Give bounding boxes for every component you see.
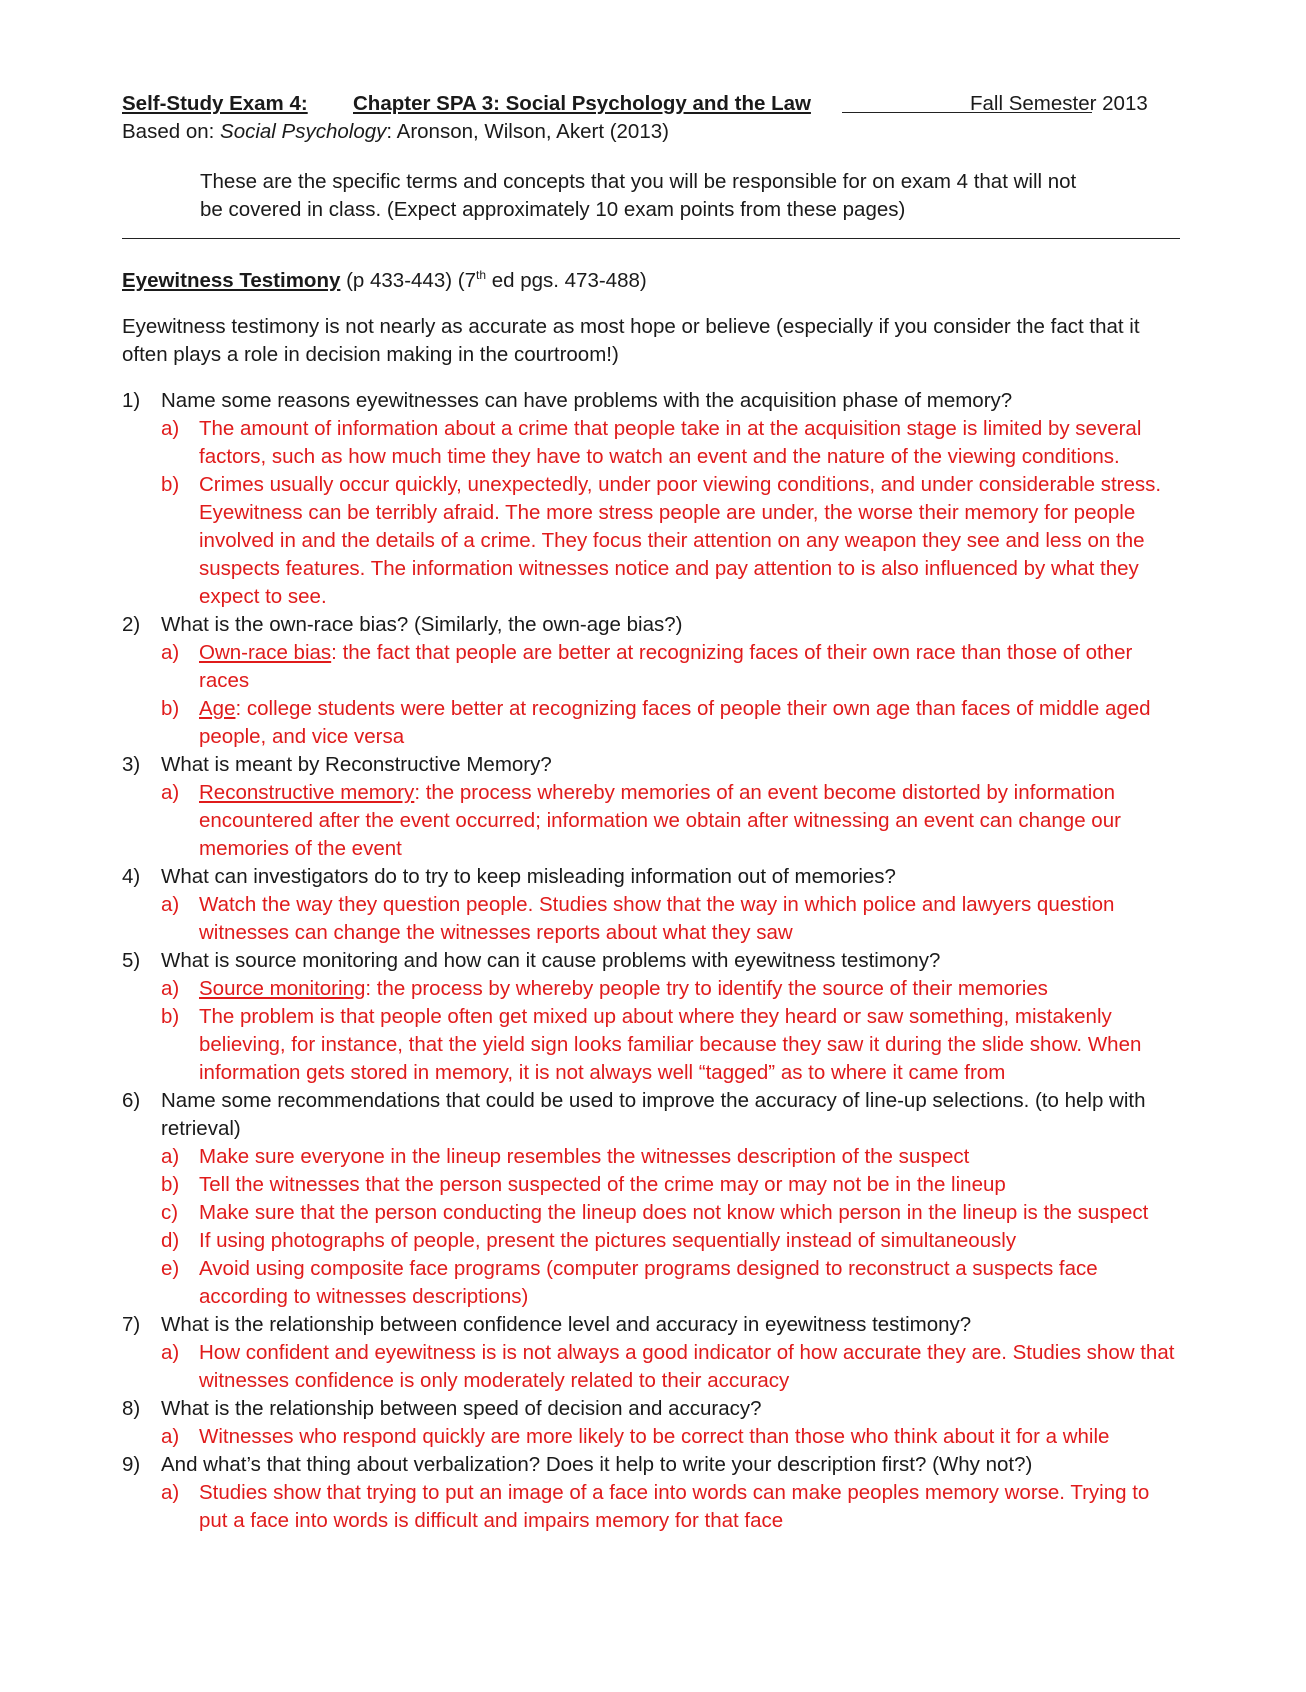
question-text: What is meant by Reconstructive Memory? — [161, 753, 552, 776]
answer-text: Make sure everyone in the lineup resembles the witnesses description of the suspect — [199, 1145, 970, 1168]
lead-paragraph: Eyewitness testimony is not nearly as accurate as most hope or believe (especially if you consider the fact that it often plays a role in decision making in the courtroom!) — [122, 315, 1140, 366]
textbook-reference — [122, 118, 1180, 146]
question-text: Name some reasons eyewitnesses can have problems with the acquisition phase of memory? — [161, 389, 1013, 412]
textbook-title: Social Psychology — [220, 120, 387, 143]
question-number: 2) — [122, 613, 141, 636]
answer-body — [199, 471, 1180, 611]
answer-body — [199, 1339, 1180, 1395]
chapter-title: Chapter SPA 3: Social Psychology and the Law — [353, 92, 811, 115]
answer-term: Reconstructive memory — [199, 781, 415, 804]
answer-item — [161, 779, 1180, 863]
question-text: What is the relationship between confidence level and accuracy in eyewitness testimony? — [161, 1313, 972, 1336]
answer-body — [199, 779, 1180, 863]
answer-body — [199, 1143, 1180, 1171]
answer-list — [161, 779, 1180, 863]
answer-body — [199, 415, 1180, 471]
answer-letter: d) — [161, 1229, 180, 1252]
answer-item — [161, 1423, 1180, 1451]
answer-body — [199, 891, 1180, 947]
answer-item — [161, 1479, 1180, 1535]
section-heading — [122, 267, 1180, 295]
answer-letter: b) — [161, 473, 180, 496]
answer-item — [161, 471, 1180, 611]
answer-letter: a) — [161, 893, 180, 916]
question-item — [122, 387, 1180, 611]
question-item — [122, 863, 1180, 947]
answer-item — [161, 1171, 1180, 1199]
section-pages-sup: th — [475, 268, 486, 283]
question-text: What is the own-race bias? (Similarly, the own-age bias?) — [161, 613, 683, 636]
answer-item — [161, 1143, 1180, 1171]
exam-label: Self-Study Exam 4: — [122, 92, 308, 115]
answer-letter: b) — [161, 697, 180, 720]
answer-letter: a) — [161, 1425, 180, 1448]
answer-item — [161, 639, 1180, 695]
answer-text: : the process whereby memories of an event become distorted by information encountered after the event occurred; information we obtain after witnessing an event can change our memories of the event — [199, 781, 1121, 860]
section-pages-edition: ed pgs. 473-488) — [486, 269, 647, 292]
answer-text: : college students were better at recognizing faces of people their own age than faces of middle aged people, and vice versa — [199, 697, 1151, 748]
question-number: 8) — [122, 1397, 141, 1420]
answer-text: The amount of information about a crime that people take in at the acquisition stage is limited by several factors, such as how much time they have to watch an event and the nature of the viewing conditions. — [199, 417, 1142, 468]
intro-paragraph: These are the specific terms and concepts that you will be responsible for on exam 4 that will not be covered in class. (Expect approximately 10 exam points from these pages) — [200, 170, 1077, 221]
answer-item — [161, 1227, 1180, 1255]
answer-body — [199, 1003, 1180, 1087]
answer-letter: a) — [161, 1481, 180, 1504]
answer-letter: e) — [161, 1257, 180, 1280]
answer-list — [161, 891, 1180, 947]
answer-term: Source monitoring — [199, 977, 366, 1000]
answer-item — [161, 695, 1180, 751]
answer-item — [161, 415, 1180, 471]
question-item — [122, 1311, 1180, 1395]
semester-label: Fall Semester 2013 — [970, 92, 1148, 115]
document-page — [122, 90, 1180, 1535]
question-text: What is the relationship between speed of decision and accuracy? — [161, 1397, 762, 1420]
answer-text: Crimes usually occur quickly, unexpectedly, under poor viewing conditions, and under considerable stress. Eyewitness can be terribly afraid. The more stress people are under, the worse their memory for people involved in and the details of a crime. They focus their attention on any weapon they see and less on the suspects features. The information witnesses notice and pay attention to is also influenced by what they expect to see. — [199, 473, 1162, 608]
answer-text: Studies show that trying to put an image of a face into words can make peoples memory worse. Trying to put a face into words is difficult and impairs memory for that face — [199, 1481, 1150, 1532]
question-number: 3) — [122, 753, 141, 776]
based-prefix: Based on: — [122, 120, 221, 143]
section-pages: (p 433-443) (7 — [340, 269, 476, 292]
answer-text: How confident and eyewitness is is not always a good indicator of how accurate they are. Studies show that witnesses confidence is only moderately related to their accuracy — [199, 1341, 1175, 1392]
answer-text: The problem is that people often get mixed up about where they heard or saw something, mistakenly believing, for instance, that the yield sign looks familiar because they saw it during the slide show. When information gets stored in memory, it is not always well “tagged” as to where it came from — [199, 1005, 1142, 1084]
question-text: Name some recommendations that could be used to improve the accuracy of line-up selections. (to help with retrieval) — [161, 1089, 1146, 1140]
answer-term: Own-race bias — [199, 641, 332, 664]
answer-letter: a) — [161, 641, 180, 664]
answer-letter: a) — [161, 417, 180, 440]
answer-item — [161, 975, 1180, 1003]
answer-list — [161, 1479, 1180, 1535]
answer-text: : the process by whereby people try to identify the source of their memories — [365, 977, 1048, 1000]
question-item — [122, 611, 1180, 751]
question-item — [122, 1395, 1180, 1451]
answer-body — [199, 975, 1180, 1003]
answer-body — [199, 1423, 1180, 1451]
horizontal-rule — [122, 238, 1180, 239]
question-item — [122, 947, 1180, 1087]
answer-letter: a) — [161, 977, 180, 1000]
question-list — [122, 387, 1180, 1535]
answer-list — [161, 1423, 1180, 1451]
answer-body — [199, 639, 1180, 695]
answer-body — [199, 1171, 1180, 1199]
answer-text: Witnesses who respond quickly are more likely to be correct than those who think about it for a while — [199, 1425, 1110, 1448]
answer-text: Make sure that the person conducting the lineup does not know which person in the lineup is the suspect — [199, 1201, 1149, 1224]
question-text: What is source monitoring and how can it cause problems with eyewitness testimony? — [161, 949, 941, 972]
answer-letter: b) — [161, 1005, 180, 1028]
answer-term: Age — [199, 697, 236, 720]
question-number: 4) — [122, 865, 141, 888]
answer-letter: a) — [161, 1145, 180, 1168]
question-text: What can investigators do to try to keep misleading information out of memories? — [161, 865, 896, 888]
answer-text: Watch the way they question people. Studies show that the way in which police and lawyers question witnesses can change the witnesses reports about what they saw — [199, 893, 1115, 944]
answer-text: Tell the witnesses that the person suspected of the crime may or may not be in the lineup — [199, 1173, 1006, 1196]
answer-text: If using photographs of people, present the pictures sequentially instead of simultaneously — [199, 1229, 1017, 1252]
answer-body — [199, 1255, 1180, 1311]
answer-list — [161, 639, 1180, 751]
answer-item — [161, 1199, 1180, 1227]
document-header — [122, 90, 1180, 118]
answer-list — [161, 415, 1180, 611]
answer-text: : the fact that people are better at recognizing faces of their own race than those of other races — [199, 641, 1133, 692]
question-text: And what’s that thing about verbalization? Does it help to write your description first? (Why not?) — [161, 1453, 1033, 1476]
question-number: 1) — [122, 389, 141, 412]
answer-body — [199, 695, 1180, 751]
question-number: 9) — [122, 1453, 141, 1476]
answer-body — [199, 1227, 1180, 1255]
question-item — [122, 751, 1180, 863]
question-number: 6) — [122, 1089, 141, 1112]
answer-item — [161, 1003, 1180, 1087]
answer-item — [161, 1255, 1180, 1311]
answer-body — [199, 1199, 1180, 1227]
answer-item — [161, 891, 1180, 947]
section-title: Eyewitness Testimony — [122, 269, 341, 292]
answer-letter: a) — [161, 1341, 180, 1364]
question-number: 7) — [122, 1313, 141, 1336]
answer-text: Avoid using composite face programs (computer programs designed to reconstruct a suspects face according to witnesses descriptions) — [199, 1257, 1098, 1308]
question-item — [122, 1087, 1180, 1311]
answer-letter: a) — [161, 781, 180, 804]
answer-list — [161, 1143, 1180, 1311]
answer-body — [199, 1479, 1180, 1535]
answer-list — [161, 1339, 1180, 1395]
answer-letter: b) — [161, 1173, 180, 1196]
answer-letter: c) — [161, 1201, 179, 1224]
answer-list — [161, 975, 1180, 1087]
answer-item — [161, 1339, 1180, 1395]
question-number: 5) — [122, 949, 141, 972]
question-item — [122, 1451, 1180, 1535]
textbook-authors: : Aronson, Wilson, Akert (2013) — [386, 120, 669, 143]
